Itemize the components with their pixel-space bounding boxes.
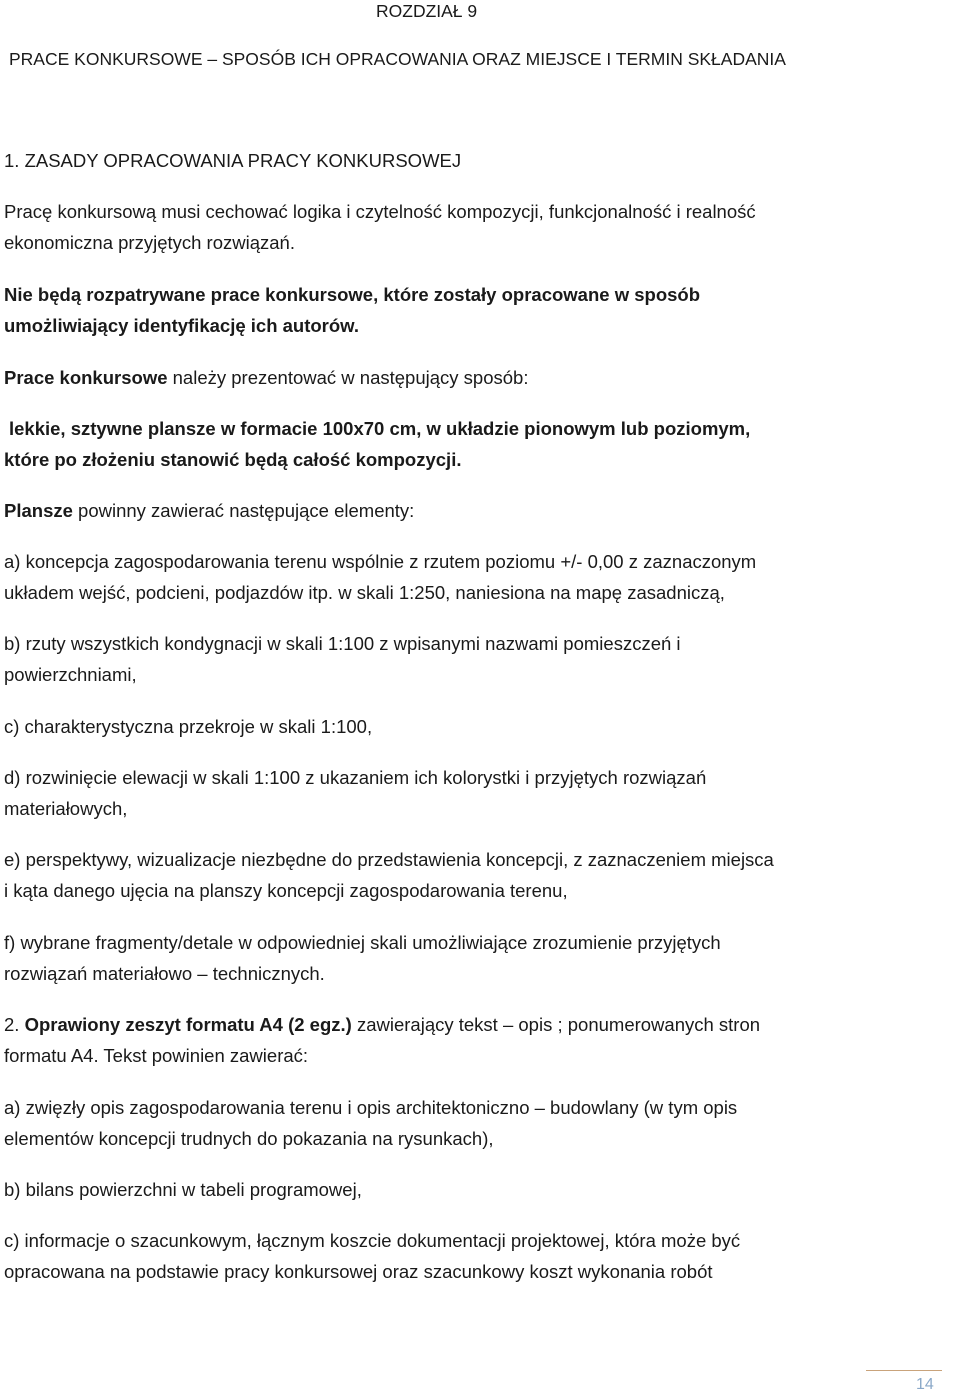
para1-line2: ekonomiczna przyjętych rozwiązań. bbox=[4, 232, 295, 253]
section2-line2: formatu A4. Tekst powinien zawierać: bbox=[4, 1045, 309, 1066]
para3-bold: Prace konkursowe bbox=[4, 367, 168, 388]
chapter-subtitle: PRACE KONKURSOWE – SPOSÓB ICH OPRACOWANIA ORAZ MIEJSCE I TERMIN SKŁADANIA bbox=[9, 49, 786, 69]
para1-line1: Pracę konkursową musi cechować logika i czytelność kompozycji, funkcjonalność i realność bbox=[4, 201, 756, 222]
s2-item-a-line2: elementów koncepcji trudnych do pokazania na rysunkach), bbox=[4, 1128, 494, 1149]
item-e-line2: i kąta danego ujęcia na planszy koncepcji zagospodarowania terenu, bbox=[4, 880, 568, 901]
s2-item-c-line2: opracowana na podstawie pracy konkursowej oraz szacunkowy koszt wykonania robót bbox=[4, 1261, 713, 1282]
s2-item-b-line1: b) bilans powierzchni w tabeli programowej, bbox=[4, 1179, 362, 1200]
para4-line2: które po złożeniu stanowić będą całość kompozycji. bbox=[4, 449, 462, 470]
para5 bbox=[4, 500, 414, 522]
item-f-line1: f) wybrane fragmenty/detale w odpowiedniej skali umożliwiające zrozumienie przyjętych bbox=[4, 932, 721, 953]
para3 bbox=[4, 367, 528, 389]
para5-rest: powinny zawierać następujące elementy: bbox=[72, 500, 415, 521]
item-d-line1: d) rozwinięcie elewacji w skali 1:100 z ukazaniem ich kolorystki i przyjętych rozwiązań bbox=[4, 767, 707, 788]
para2-line2: umożliwiający identyfikację ich autorów. bbox=[4, 315, 360, 336]
item-a-line2: układem wejść, podcieni, podjazdów itp. w skali 1:250, naniesiona na mapę zasadniczą, bbox=[4, 582, 725, 603]
para3-rest: należy prezentować w następujący sposób: bbox=[167, 367, 529, 388]
item-c-line1: c) charakterystyczna przekroje w skali 1:100, bbox=[4, 716, 373, 737]
para4-line1: lekkie, sztywne plansze w formacie 100x70 cm, w układzie pionowym lub poziomym, bbox=[9, 418, 751, 439]
chapter-title: ROZDZIAŁ 9 bbox=[376, 1, 478, 21]
para5-bold: Plansze bbox=[4, 500, 73, 521]
section2-rest: zawierający tekst – opis ; ponumerowanych stron bbox=[351, 1014, 761, 1035]
item-a-line1: a) koncepcja zagospodarowania terenu wspólnie z rzutem poziomu +/- 0,00 z zaznaczonym bbox=[4, 551, 757, 572]
item-b-line1: b) rzuty wszystkich kondygnacji w skali 1:100 z wpisanymi nazwami pomieszczeń i bbox=[4, 633, 681, 654]
section2-line1 bbox=[4, 1014, 760, 1036]
footer-rule bbox=[866, 1370, 942, 1371]
item-b-line2: powierzchniami, bbox=[4, 664, 137, 685]
item-f-line2: rozwiązań materiałowo – technicznych. bbox=[4, 963, 325, 984]
s2-item-a-line1: a) zwięzły opis zagospodarowania terenu i opis architektoniczno – budowlany (w tym opis bbox=[4, 1097, 738, 1118]
page-number: 14 bbox=[916, 1376, 934, 1393]
section1-heading: 1. ZASADY OPRACOWANIA PRACY KONKURSOWEJ bbox=[4, 150, 462, 171]
section2-num: 2. bbox=[4, 1014, 25, 1035]
section2-bold: Oprawiony zeszyt formatu A4 (2 egz.) bbox=[24, 1014, 352, 1035]
para2-line1: Nie będą rozpatrywane prace konkursowe, które zostały opracowane w sposób bbox=[4, 284, 701, 305]
s2-item-c-line1: c) informacje o szacunkowym, łącznym koszcie dokumentacji projektowej, która może być bbox=[4, 1230, 741, 1251]
item-e-line1: e) perspektywy, wizualizacje niezbędne do przedstawienia koncepcji, z zaznaczeniem miejsca bbox=[4, 849, 774, 870]
item-d-line2: materiałowych, bbox=[4, 798, 128, 819]
